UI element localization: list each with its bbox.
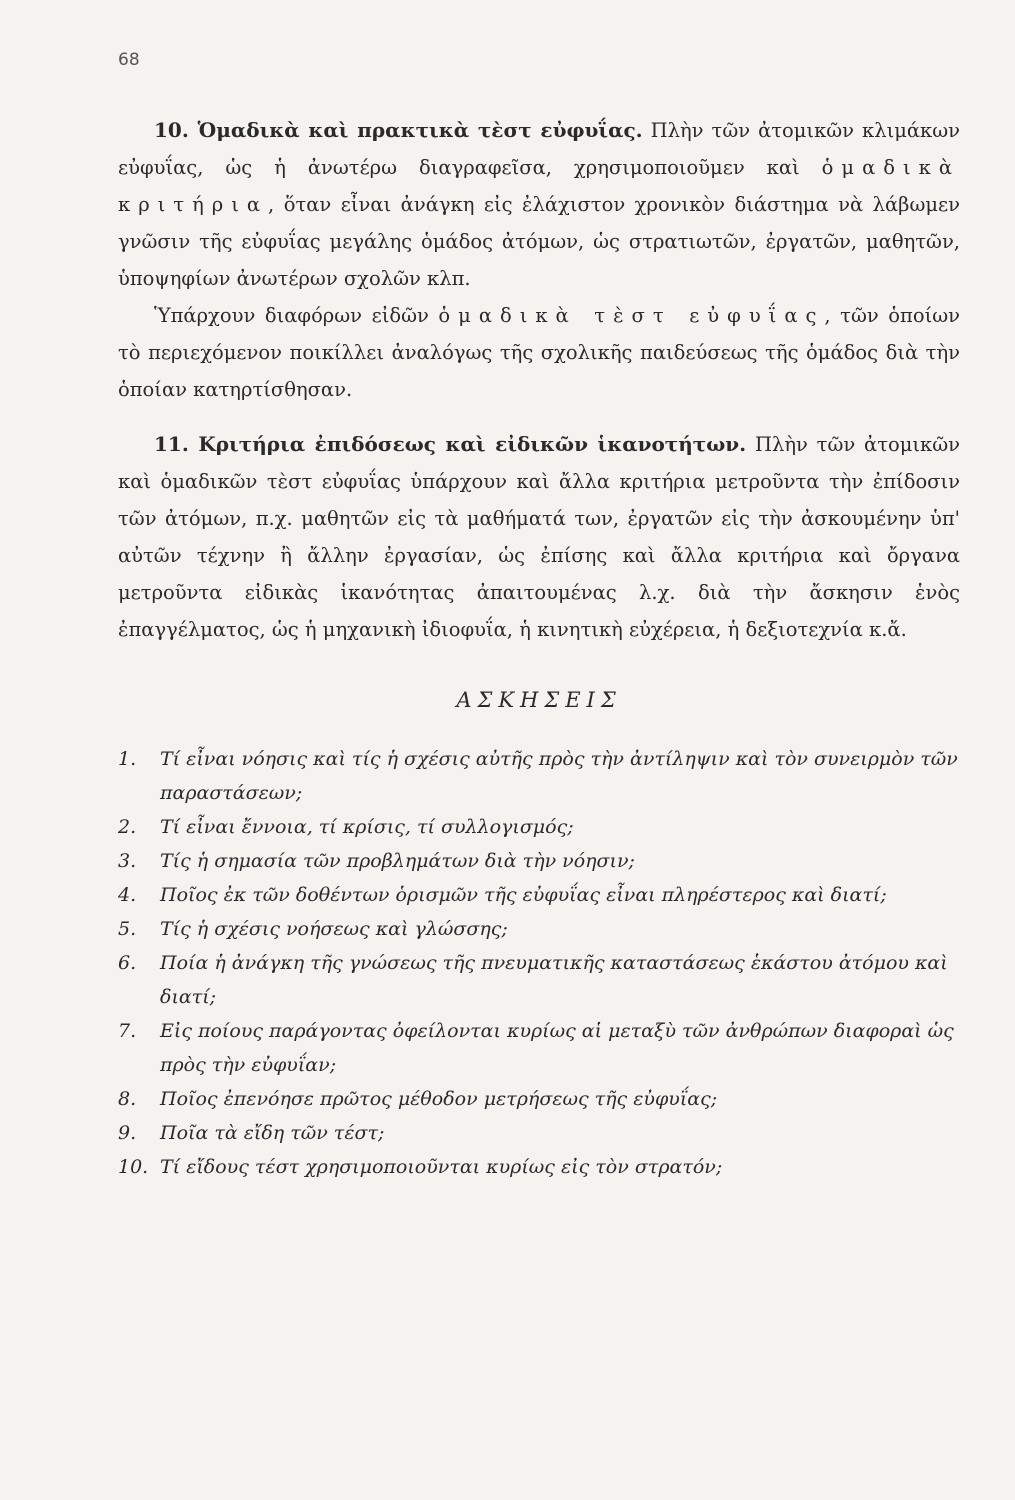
exercise-number: 10. xyxy=(118,1156,149,1178)
exercise-text: Τίς ἡ σχέσις νοήσεως καὶ γλώσσης; xyxy=(160,918,508,940)
section-11-heading: 11. Κριτήρια ἐπιδόσεως καὶ εἰδικῶν ἱκανοτήτων. xyxy=(154,432,747,456)
exercise-number: 1. xyxy=(118,748,137,770)
exercise-item xyxy=(118,742,960,810)
section-10-text-a: Πλὴν τῶν ἀτομικῶν κλιμάκων εὐφυΐας, ὡς ἡ ἀνωτέρω διαγραφεῖσα, χρησιμοποιοῦμεν καὶ xyxy=(118,119,960,179)
exercise-text: Τί εἶναι νόησις καὶ τίς ἡ σχέσις αὐτῆς πρὸς τὴν ἀντίληψιν καὶ τὸν συνειρμὸν τῶν παραστάσεων; xyxy=(160,748,958,804)
section-10-paragraph xyxy=(118,112,960,297)
section-10-spaced-a: ὁμαδικὰ κριτήρια xyxy=(118,156,960,216)
exercise-text: Τίς ἡ σημασία τῶν προβλημάτων διὰ τὴν νόησιν; xyxy=(160,850,635,872)
exercise-item xyxy=(118,810,960,844)
exercise-text: Ποῖος ἐπενόησε πρῶτος μέθοδον μετρήσεως τῆς εὐφυΐας; xyxy=(160,1088,718,1110)
exercise-item xyxy=(118,1116,960,1150)
exercise-item xyxy=(118,946,960,1014)
exercise-number: 2. xyxy=(118,816,137,838)
exercise-text: Ποῖος ἐκ τῶν δοθέντων ὁρισμῶν τῆς εὐφυΐας εἶναι πληρέστερος καὶ διατί; xyxy=(160,884,887,906)
exercise-number: 3. xyxy=(118,850,137,872)
exercise-text: Ποία ἡ ἀνάγκη τῆς γνώσεως τῆς πνευματικῆς καταστάσεως ἑκάστου ἀτόμου καὶ διατί; xyxy=(160,952,948,1008)
exercise-text: Τί εἶναι ἔννοια, τί κρίσις, τί συλλογισμός; xyxy=(160,816,574,838)
page-number: 68 xyxy=(118,50,140,70)
exercise-text: Τί εἴδους τέστ χρησιμοποιοῦνται κυρίως εἰς τὸν στρατόν; xyxy=(160,1156,723,1178)
exercise-item xyxy=(118,1150,960,1184)
exercises-title: ΑΣΚΗΣΕΙΣ xyxy=(456,688,622,712)
section-10-text-d: , τῶν ὁποίων τὸ περιεχόμενον ποικίλλει ἀναλόγως τῆς σχολικῆς παιδεύσεως τῆς ὁμάδος διὰ τὴν ὁποίαν κατηρτίσθησαν. xyxy=(118,304,960,401)
exercises-list xyxy=(118,742,960,1184)
exercise-item xyxy=(118,912,960,946)
section-gap xyxy=(118,408,960,426)
section-10-text-b: , ὅταν εἶναι ἀνάγκη εἰς ἐλάχιστον χρονικὸν διάστημα νὰ λάβωμεν γνῶσιν τῆς εὐφυΐας μεγάλης ὁμάδος ἀτόμων, ὡς στρατιωτῶν, ἐργατῶν, μαθητῶν, ὑποψηφίων ἀνωτέρων σχολῶν κλπ. xyxy=(118,193,960,290)
section-10-paragraph-2 xyxy=(118,297,960,408)
section-11-paragraph xyxy=(118,426,960,648)
exercise-number: 6. xyxy=(118,952,137,974)
exercise-item xyxy=(118,878,960,912)
exercise-number: 8. xyxy=(118,1088,137,1110)
exercise-item xyxy=(118,1014,960,1082)
exercise-text: Ποῖα τὰ εἴδη τῶν τέστ; xyxy=(160,1122,385,1144)
exercise-number: 7. xyxy=(118,1020,137,1042)
section-10-heading: 10. Ὁμαδικὰ καὶ πρακτικὰ τὲστ εὐφυΐας. xyxy=(154,118,643,142)
exercise-number: 9. xyxy=(118,1122,137,1144)
section-10-text-c: Ὑπάρχουν διαφόρων εἰδῶν xyxy=(154,304,439,327)
exercise-number: 4. xyxy=(118,884,137,906)
exercise-item xyxy=(118,1082,960,1116)
exercise-text: Εἰς ποίους παράγοντας ὀφείλονται κυρίως αἱ μεταξὺ τῶν ἀνθρώπων διαφοραὶ ὡς πρὸς τὴν εὐφυΐαν; xyxy=(160,1020,954,1076)
exercise-number: 5. xyxy=(118,918,137,940)
exercise-item xyxy=(118,844,960,878)
section-10-spaced-b: ὁμαδικὰ τὲστ εὐφυΐας xyxy=(438,304,825,327)
section-11-text: Πλὴν τῶν ἀτομικῶν καὶ ὁμαδικῶν τὲστ εὐφυΐας ὑπάρχουν καὶ ἄλλα κριτήρια μετροῦντα τὴν ἐπίδοσιν τῶν ἀτόμων, π.χ. μαθητῶν εἰς τὰ μαθήματά των, ἐργατῶν εἰς τὴν ἀσκουμένην ὑπ' αὐτῶν τέχνην ἢ ἄλλην ἐργασίαν, ὡς ἐπίσης καὶ ἄλλα κριτήρια καὶ ὄργανα μετροῦντα εἰδικὰς ἱκανότητας ἀπαιτουμένας λ.χ. διὰ τὴν ἄσκησιν ἑνὸς ἐπαγγέλματος, ὡς ἡ μηχανικὴ ἰδιοφυΐα, ἡ κινητικὴ εὐχέρεια, ἡ δεξιοτεχνία κ.ἄ. xyxy=(118,433,960,641)
page-content xyxy=(118,112,960,1184)
